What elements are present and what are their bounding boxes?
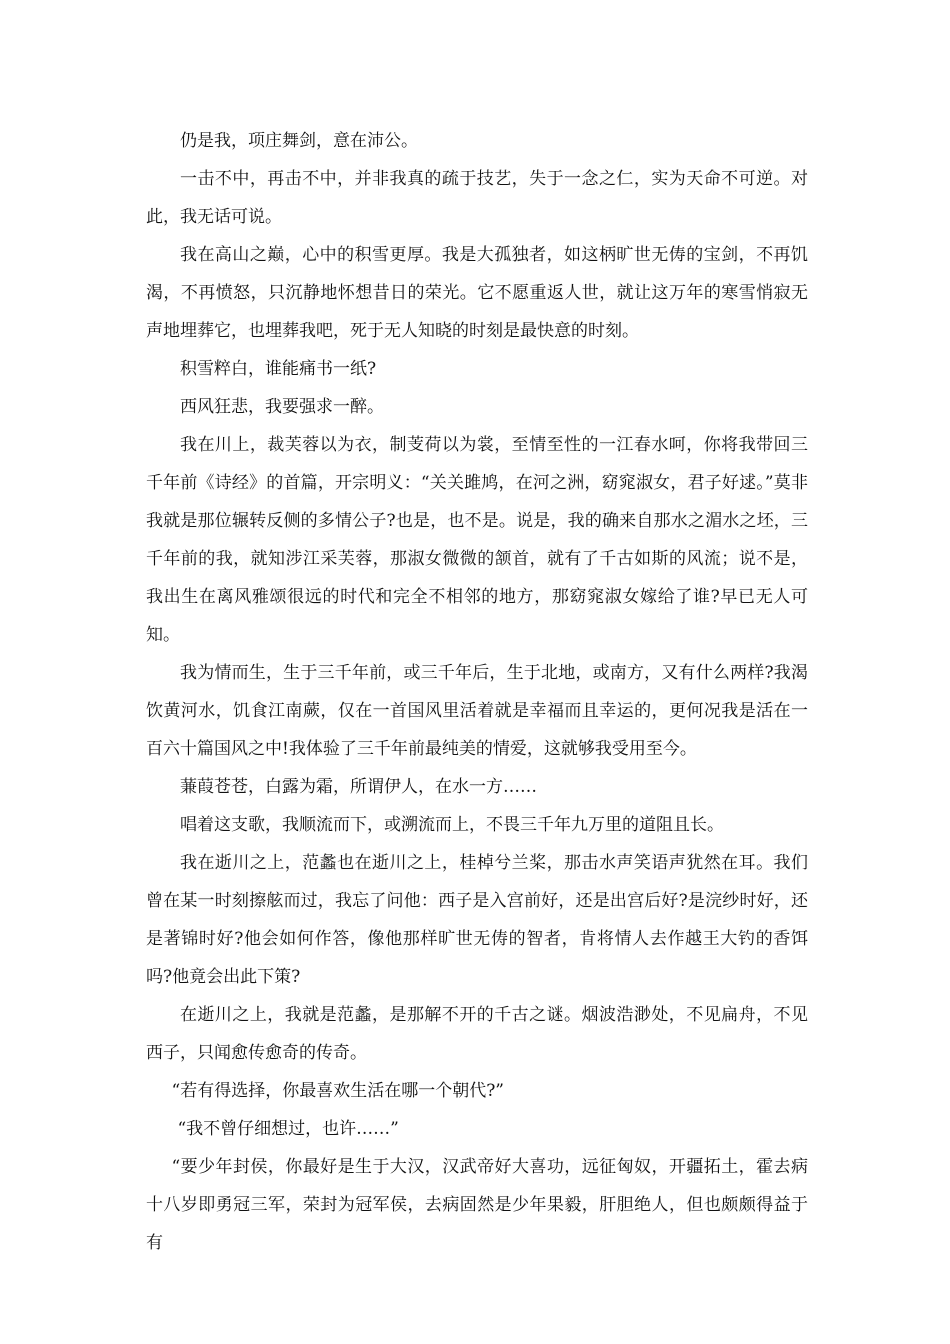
paragraph-3: 我在高山之巅，心中的积雪更厚。我是大孤独者，如这柄旷世无俦的宝剑，不再饥渴，不再愤怒，只沉静地怀想昔日的荣光。它不愿重返人世，就让这万年的寒雪悄寂无声地埋葬它，也埋葬我吧，死于无人知晓的时刻是最快意的时刻。: [146, 245, 808, 341]
dialogue-answer: “我不曾仔细想过，也许……”: [177, 1119, 399, 1139]
paragraph-8: 蒹葭苍苍，白露为霜，所谓伊人，在水一方……: [180, 777, 537, 797]
paragraph-6: 我在川上，裁芙蓉以为衣，制芰荷以为裳，至情至性的一江春水呵，你将我带回三千年前《诗经》的首篇，开宗明义：“关关雎鸠，在河之洲，窈窕淑女，君子好逑。”莫非我就是那位辗转反侧的多情公子?也是，也不是。说是，我的确来自那水之湄水之坯，三千年前的我，就知涉江采芙蓉，那淑女微微的颔首，就有了千古如斯的风流；说不是，我出生在离风雅颂很远的时代和完全不相邻的地方，那窈窕淑女嫁给了谁?早已无人可知。: [146, 435, 808, 645]
dialogue-question: “若有得选择，你最喜欢生活在哪一个朝代?”: [171, 1081, 504, 1101]
paragraph-1: 仍是我，项庄舞剑，意在沛公。: [180, 131, 418, 151]
paragraph-11: 在逝川之上，我就是范蠡，是那解不开的千古之谜。烟波浩渺处，不见扁舟，不见西子，只闻愈传愈奇的传奇。: [146, 1005, 808, 1063]
paragraph-10: 我在逝川之上，范蠡也在逝川之上，桂棹兮兰桨，那击水声笑语声犹然在耳。我们曾在某一时刻擦舷而过，我忘了问他：西子是入宫前好，还是出宫后好?是浣纱时好，还是著锦时好?他会如何作答，像他那样旷世无俦的智者，肯将情人去作越王大钓的香饵吗?他竟会出此下策?: [146, 853, 808, 987]
paragraph-4: 积雪粹白，谁能痛书一纸?: [180, 359, 377, 379]
document-page: [146, 122, 808, 1262]
paragraph-2: 一击不中，再击不中，并非我真的疏于技艺，失于一念之仁，实为天命不可逆。对此，我无话可说。: [146, 169, 808, 227]
dialogue-reply: “要少年封侯，你最好是生于大汉，汉武帝好大喜功，远征匈奴，开疆拓土，霍去病十八岁即勇冠三军，荣封为冠军侯，去病固然是少年果毅，肝胆绝人，但也颇颇得益于有: [146, 1157, 808, 1253]
paragraph-5: 西风狂悲，我要强求一醉。: [180, 397, 384, 417]
paragraph-7: 我为情而生，生于三千年前，或三千年后，生于北地，或南方，又有什么两样?我渴饮黄河水，饥食江南蕨，仅在一首国风里活着就是幸福而且幸运的，更何况我是活在一百六十篇国风之中!我体验了三千年前最纯美的情爱，这就够我受用至今。: [146, 663, 808, 759]
paragraph-9: 唱着这支歌，我顺流而下，或溯流而上，不畏三千年九万里的道阻且长。: [180, 815, 724, 835]
